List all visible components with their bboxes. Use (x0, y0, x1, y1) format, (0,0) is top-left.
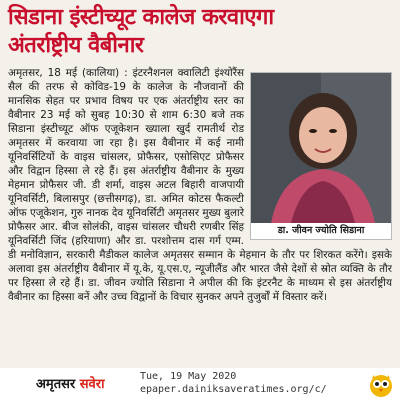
author-photo (250, 72, 392, 240)
logo-accent: सवेरा (79, 377, 105, 392)
footer-meta (140, 370, 327, 396)
photo-caption: डा. जीवन ज्योति सिडाना (251, 223, 391, 239)
headline (8, 4, 392, 60)
owl-icon (368, 372, 394, 398)
article-text: अमृतसर, 18 मई (कालिया) : इंटरनैशनल क्वालिटी इंश्योरैंस सैल की तरफ से कोविड-19 के कालेज के नौजवानों की मानसिक सेहत पर प्रभाव विषय पर एक अंतर्राष्ट्रीय स्तर का वैबीनार 23 मई को सुबह 10:30 से शाम 6:30 बजे तक सिडाना इंस्टीच्यूट ऑफ एजूकेशन ख्याला खुर्द रामतीर्थ रोड अमृतसर में करवाया जा रहा है। इस वैबीनार में कई नामी यूनिवर्सिटियों के वाइस चांसलर, प्रोफैसर, एसोसिएट प्रोफैसर और विद्वान हिस्सा ले रहे हैं। इस अंतर्राष्ट्रीय वैबीनार के मुख्य मेहमान प्रोफैसर जी. डी शर्मा, वाइस अटल बिहारी वाजपायी यूनिवर्सिटी, बिलासपुर (छत्तीसगढ़), डा. अमित कोटस फैकल्टी ऑफ एजूकेशन, गुरु नानक देव यूनिवर्सिटी अमृतसर मुख्य बुलारे प्रोफैसर आर. बीज सोलंकी, वाइस चांसलर चौधरी रणबीर सिंह यूनिवर्सिटी जिंद (हरियाणा) और डा. परशोत्तम दास गर्ग एम्म. डी मनोविज्ञान, सरकारी मैडीकल कालेज अमृतसर सम्मान के मेहमान के तौर पर शिरकत करेंगे। इसके अलावा इस अंतर्राष्ट्रीय वैबीनार में यू.के, यू.एस.ए, न्यूजीलैंड और भारत जैसे देशों से स्रोत व्यक्ति के तौर पर हिस्सा ले रहे हैं। डा. जीवन ज्योति सिडाना ने अपील की कि इंटरनैट के माध्यम से इस अंतर्राष्ट्रीय वैबीनार का हिस्सा बनें और उच्च विद्वानों के विचार सुनकर अपने तुजुर्बों में विस्तार करें। (8, 67, 392, 303)
epaper-url[interactable]: epaper.dainiksaveratimes.org/c/ (140, 384, 327, 395)
footer (0, 368, 400, 400)
headline-line-1: सिडाना इंस्टीच्यूट कालेज करवाएगा (8, 5, 274, 30)
newspaper-logo (36, 374, 104, 392)
edition-date: Tue, 19 May 2020 (140, 371, 237, 382)
article-body (8, 66, 392, 366)
logo-main: अमृतसर (36, 377, 76, 392)
portrait-image (251, 73, 391, 223)
headline-line-2: अंतर्राष्ट्रीय वैबीनार (8, 33, 144, 58)
